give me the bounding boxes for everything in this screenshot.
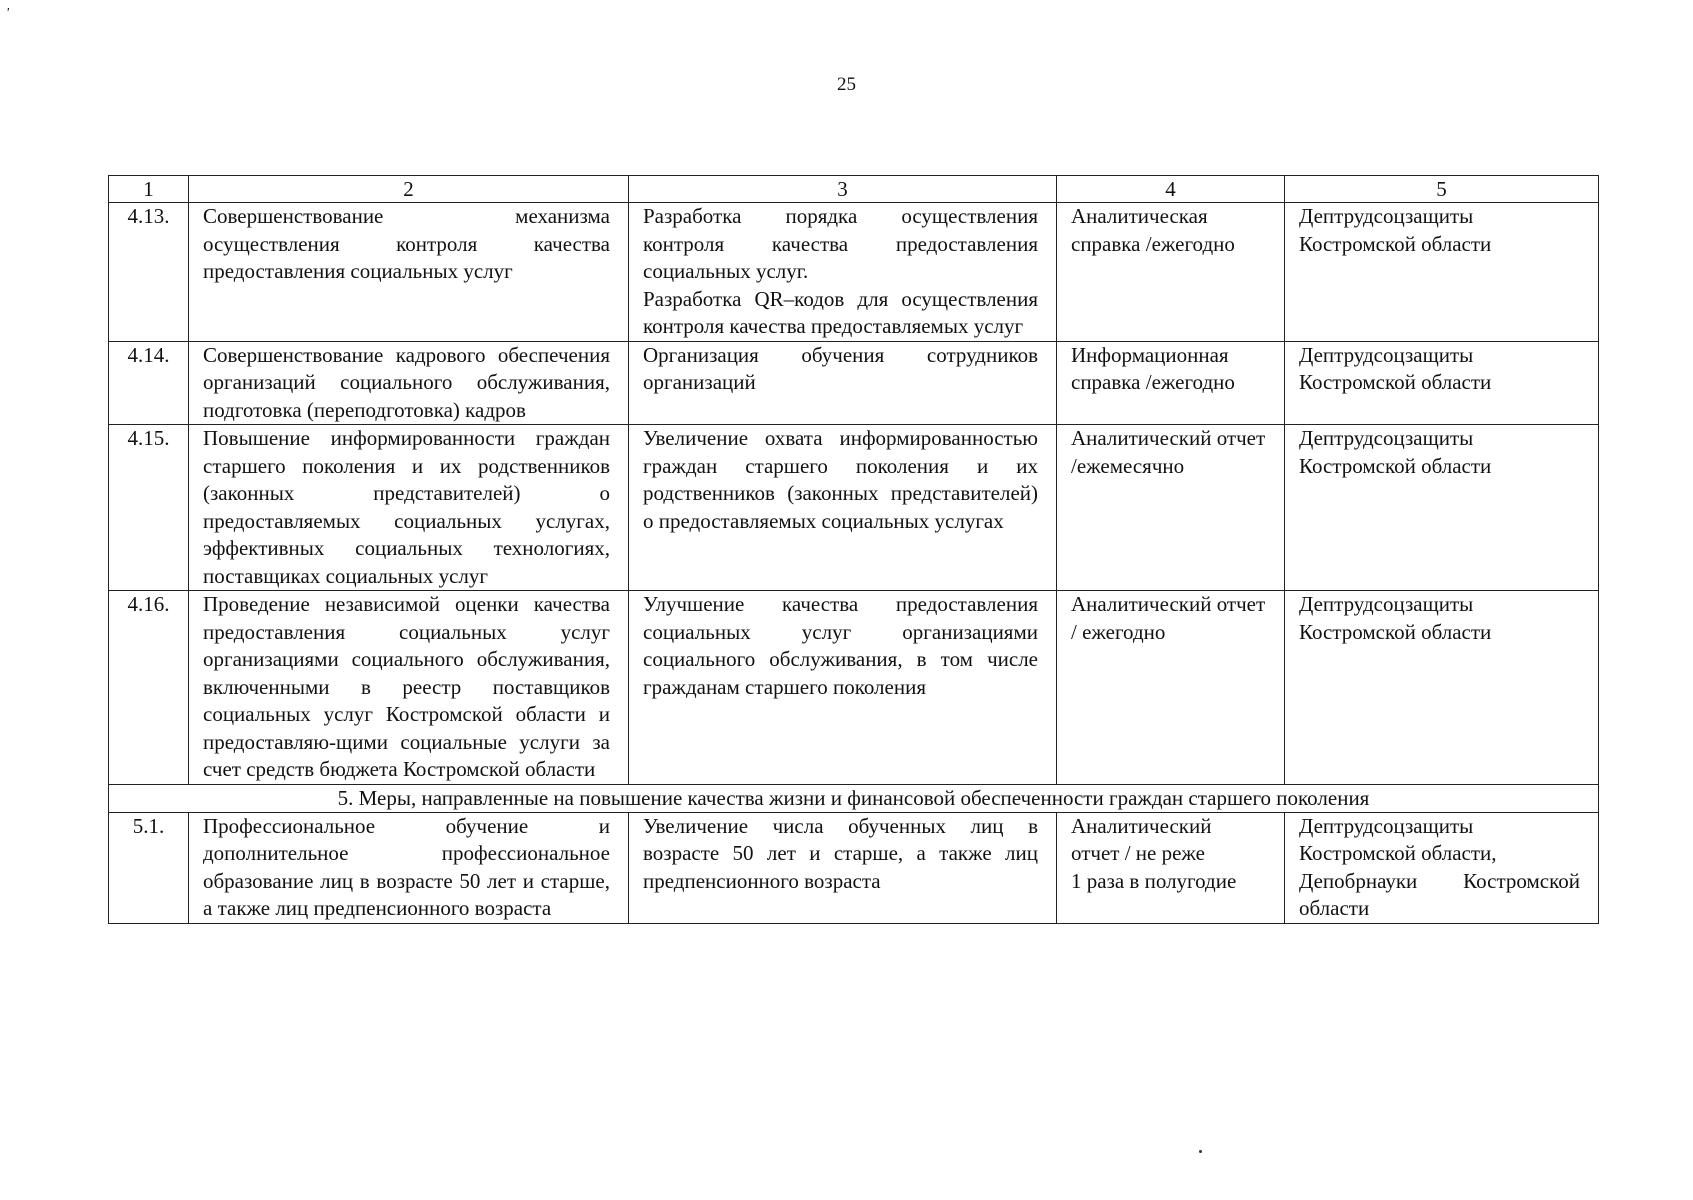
table-row bbox=[109, 812, 1599, 923]
section-title: 5. Меры, направленные на повышение качества жизни и финансовой обеспеченности граждан старшего поколения bbox=[109, 784, 1599, 812]
executor-cell: Дептрудсоцзащиты Костромской области bbox=[1285, 203, 1599, 342]
report-form-line: отчет / не реже bbox=[1071, 841, 1205, 865]
row-number: 4.15. bbox=[109, 425, 189, 591]
executor-line: Депобрнауки Костромской области bbox=[1299, 868, 1580, 920]
result-text: Разработка QR–кодов для осуществления контроля качества предоставляемых услуг bbox=[643, 286, 1038, 338]
table-row bbox=[109, 203, 1599, 342]
measure-cell: Совершенствование кадрового обеспечения организаций социального обслуживания, подготовка (переподготовка) кадров bbox=[189, 341, 629, 425]
row-number: 4.16. bbox=[109, 591, 189, 785]
table-header-row bbox=[109, 176, 1599, 203]
measure-cell: Профессиональное обучение и дополнительное профессиональное образование лиц в возрасте 50 лет и старше, а также лиц предпенсионного возраста bbox=[189, 812, 629, 923]
executor-cell: Дептрудсоцзащиты Костромской области bbox=[1285, 591, 1599, 785]
measure-cell: Повышение информированности граждан старшего поколения и их родственников (законных представителей) о предоставляемых социальных услугах, эффективных социальных технологиях, поставщиках социальных услуг bbox=[189, 425, 629, 591]
column-header-5: 5 bbox=[1285, 176, 1599, 203]
measure-cell: Проведение независимой оценки качества предоставления социальных услуг организациями социального обслуживания, включенными в реестр поставщиков социальных услуг Костромской области и предоставляю-щими социальные услуги за счет средств бюджета Костромской области bbox=[189, 591, 629, 785]
section-row bbox=[109, 784, 1599, 812]
row-number: 5.1. bbox=[109, 812, 189, 923]
report-form-cell: Информационная справка /ежегодно bbox=[1057, 341, 1285, 425]
report-form-line: 1 раза в полугодие bbox=[1071, 868, 1237, 893]
row-number: 4.13. bbox=[109, 203, 189, 342]
result-cell: Улучшение качества предоставления социальных услуг организациями социального обслуживания, в том числе гражданам старшего поколения bbox=[629, 591, 1057, 785]
executor-cell: Дептрудсоцзащиты Костромской области bbox=[1285, 341, 1599, 425]
executor-cell bbox=[1285, 812, 1599, 923]
executor-cell: Дептрудсоцзащиты Костромской области bbox=[1285, 425, 1599, 591]
scan-speck bbox=[1199, 1150, 1202, 1153]
report-form-cell: Аналитический отчет /ежемесячно bbox=[1057, 425, 1285, 591]
result-cell bbox=[629, 203, 1057, 342]
column-header-4: 4 bbox=[1057, 176, 1285, 203]
measure-cell: Совершенствование механизма осуществления контроля качества предоставления социальных услуг bbox=[189, 203, 629, 342]
corner-mark: ' bbox=[6, 6, 9, 21]
report-form-cell: Аналитический отчет / ежегодно bbox=[1057, 591, 1285, 785]
report-form-cell bbox=[1057, 812, 1285, 923]
row-number: 4.14. bbox=[109, 341, 189, 425]
result-text: Разработка порядка осуществления контроля качества предоставления социальных услуг. bbox=[643, 204, 1038, 283]
column-header-1: 1 bbox=[109, 176, 189, 203]
result-cell: Увеличение охвата информированностью граждан старшего поколения и их родственников (законных представителей) о предоставляемых социальных услугах bbox=[629, 425, 1057, 591]
result-cell: Увеличение числа обученных лиц в возрасте 50 лет и старше, а также лиц предпенсионного возраста bbox=[629, 812, 1057, 923]
report-form-cell: Аналитическая справка /ежегодно bbox=[1057, 203, 1285, 342]
column-header-2: 2 bbox=[189, 176, 629, 203]
report-form-line: Аналитический bbox=[1071, 813, 1212, 838]
table-row bbox=[109, 591, 1599, 785]
result-cell: Организация обучения сотрудников организаций bbox=[629, 341, 1057, 425]
table-row bbox=[109, 341, 1599, 425]
column-header-3: 3 bbox=[629, 176, 1057, 203]
measures-table bbox=[108, 175, 1599, 924]
executor-line: Дептрудсоцзащиты Костромской области, bbox=[1299, 813, 1497, 865]
page-number: 25 bbox=[837, 74, 856, 95]
table-row bbox=[109, 425, 1599, 591]
